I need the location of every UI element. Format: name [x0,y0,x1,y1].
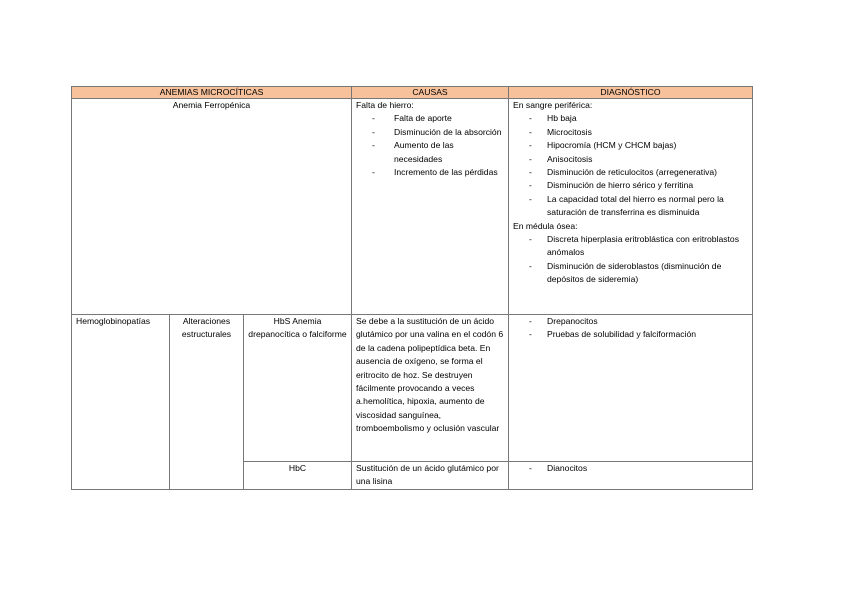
hbc-cell: HbC [244,462,352,490]
hbc-diag-cell [509,462,753,490]
alteraciones-cell: Alteraciones estructurales [170,315,244,490]
list-item: - Pruebas de solubilidad y falciformación [529,328,748,341]
anemia-ferropenica-cell [72,99,352,315]
header-causas: CAUSAS [352,87,509,99]
diag-list-medula [513,233,748,287]
hbs-causa-cell: Se debe a la sustitución de un ácido glutámico por una valina en el codón 6 de la cadena polipeptídica beta. En ausencia de oxígeno, se forma el eritrocito de hoz. Se destruyen fácilmente provocando a veces a.hemolítica, hipoxia, aumento de viscosidad sanguínea, tromboembolismo y oclusión vascular [352,315,509,462]
list-item: - Aumento de las necesidades [372,139,504,166]
table-row [72,99,753,315]
hbs-diag-list [513,315,748,342]
header-anemias: ANEMIAS MICROCÍTICAS [72,87,352,99]
list-item: - Hipocromía (HCM y CHCM bajas) [529,139,748,152]
table-row [72,315,753,462]
diagnostico-cell [509,99,753,315]
list-item: - Drepanocitos [529,315,748,328]
causas-list [356,112,504,179]
list-item: - Disminución de reticulocitos (arregenerativa) [529,166,748,179]
anemias-table [71,86,753,490]
diag-intro-sangre: En sangre periférica: [513,100,593,110]
hbc-causa-cell: Sustitución de un ácido glutámico por una lisina [352,462,509,490]
hbs-diag-cell [509,315,753,462]
diag-list-sangre [513,112,748,219]
causas-cell [352,99,509,315]
list-item: - Disminución de la absorción [372,126,504,139]
causas-intro: Falta de hierro: [356,100,414,110]
list-item: - Falta de aporte [372,112,504,125]
diag-intro-medula: En médula ósea: [513,220,578,231]
list-item: - Incremento de las pérdidas [372,166,504,179]
hbs-cell: HbS Anemia drepanocítica o falciforme [244,315,352,462]
list-item: - Disminución de sideroblastos (disminución de depósitos de sideremia) [529,260,748,287]
list-item: - La capacidad total del hierro es normal pero la saturación de transferrina es disminuida [529,193,748,220]
list-item: - Disminución de hierro sérico y ferritina [529,179,748,192]
list-item: - Hb baja [529,112,748,125]
list-item: - Discreta hiperplasia eritroblástica con eritroblastos anómalos [529,233,748,260]
list-item: - Dianocitos [529,462,748,475]
hbc-diag-list [513,462,748,475]
anemia-title: Anemia Ferropénica [172,100,251,110]
header-diagnostico: DIAGNÓSTICO [509,87,753,99]
hemoglobinopatias-cell: Hemoglobinopatías [72,315,170,490]
list-item: - Anisocitosis [529,153,748,166]
list-item: - Microcitosis [529,126,748,139]
header-row [72,87,753,99]
